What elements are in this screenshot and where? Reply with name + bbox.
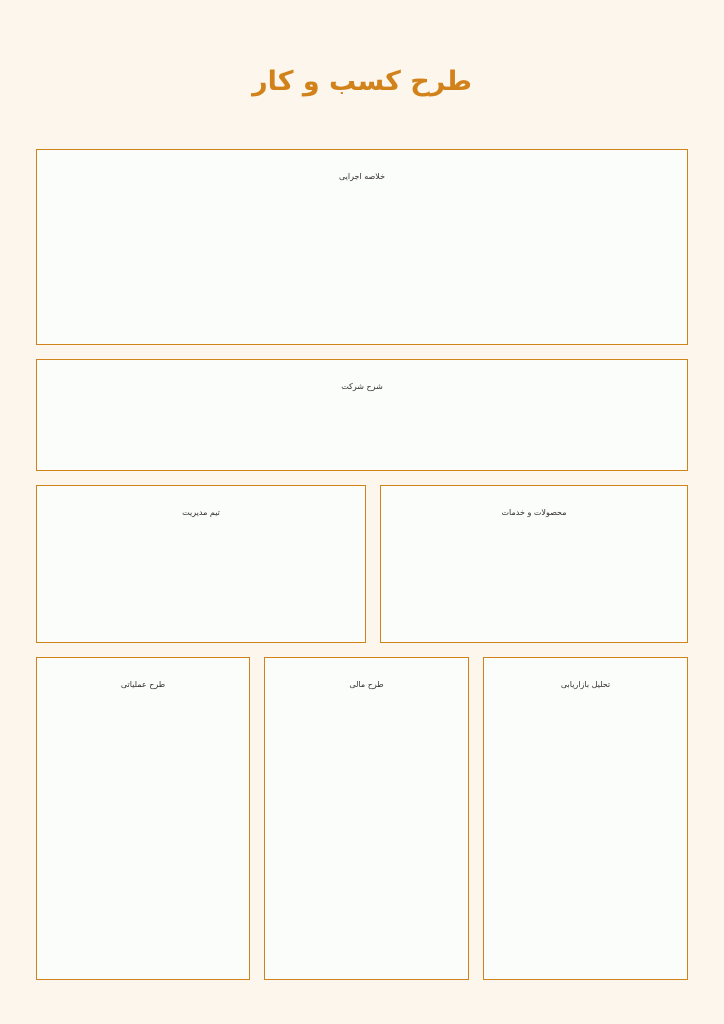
section-marketing-analysis[interactable]: [483, 657, 688, 980]
section-label-management-team: تیم مدیریت: [182, 508, 220, 518]
section-label-financial-plan: طرح مالی: [349, 680, 384, 690]
section-label-company-description: شرح شرکت: [341, 382, 383, 392]
section-company-description[interactable]: [36, 359, 688, 471]
section-management-team[interactable]: [36, 485, 366, 643]
section-label-executive-summary: خلاصه اجرایی: [338, 172, 386, 182]
section-financial-plan[interactable]: [264, 657, 469, 980]
section-executive-summary[interactable]: [36, 149, 688, 345]
sections-container: [36, 149, 688, 980]
sections-row-two: [36, 485, 688, 643]
section-label-operational-plan: طرح عملیاتی: [120, 680, 166, 690]
section-products-services[interactable]: [380, 485, 688, 643]
section-label-products-services: محصولات و خدمات: [501, 508, 567, 518]
page-title: طرح کسب و کار: [252, 66, 472, 97]
section-operational-plan[interactable]: [36, 657, 250, 980]
section-label-marketing-analysis: تحلیل بازاریابی: [560, 680, 611, 690]
sections-row-three: [36, 657, 688, 980]
